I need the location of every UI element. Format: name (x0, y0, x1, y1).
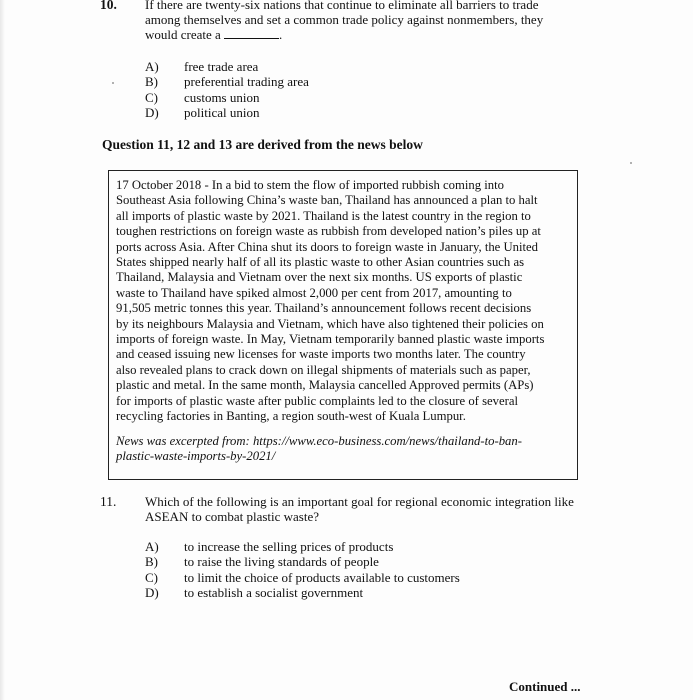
question-line: among themselves and set a common trade policy against nonmembers, they (145, 12, 544, 28)
option-a: A) to increase the selling prices of products (145, 539, 394, 554)
section-heading: Question 11, 12 and 13 are derived from the news below (102, 137, 423, 152)
news-line: for imports of plastic waste after public complaints led to the closure of several (116, 393, 518, 408)
question-line: If there are twenty-six nations that continue to eliminate all barriers to trade (145, 0, 539, 12)
answer-blank (224, 28, 279, 39)
news-line: toughen restrictions on foreign waste as rubbish from developed nation’s piles up at (116, 224, 541, 239)
option-a: A) free trade area (145, 59, 259, 74)
page-shadow-edge (0, 0, 5, 700)
news-line: plastic and metal. In the same month, Malaysia cancelled Approved permits (APs) (116, 378, 534, 393)
option-c: C) customs union (145, 89, 260, 105)
options-list (145, 539, 460, 600)
scan-speck (112, 82, 114, 84)
news-body (116, 178, 571, 425)
option-b: B) preferential trading area (145, 74, 309, 90)
news-line: imports of foreign waste. In May, Vietnam temporarily banned plastic waste imports (116, 332, 545, 347)
question-line-start: would create a (145, 27, 221, 43)
news-line: waste to Thailand have spiked almost 2,000 per cent from 2017, amounting to (116, 285, 512, 300)
news-line: Southeast Asia following China’s waste ban, Thailand has announced a plan to halt (116, 193, 538, 208)
news-source (116, 434, 571, 465)
continued-label: Continued ... (509, 679, 581, 694)
question-text (145, 0, 590, 43)
option-b: B) to raise the living standards of people (145, 554, 379, 570)
news-line: States shipped nearly half of all its plastic waste to other Asian countries such as (116, 255, 525, 270)
news-source-line: plastic-waste-imports-by-2021/ (116, 448, 276, 463)
question-number: 10. (100, 0, 117, 12)
question-number: 11. (100, 494, 117, 509)
question-line: Which of the following is an important goal for regional economic integration like (145, 494, 574, 509)
news-line: ports across Asia. After China shut its doors to foreign waste in January, the United (116, 239, 539, 254)
news-source-line: News was excerpted from: https://www.eco-business.com/news/thailand-to-ban- (116, 433, 522, 448)
option-c: C) to limit the choice of products available to customers (145, 569, 460, 585)
news-line: and ceased issuing new licenses for waste imports two months later. The country (116, 347, 526, 362)
news-line: also revealed plans to crack down on illegal shipments of materials such as paper, (116, 362, 531, 377)
question-text (145, 494, 590, 524)
news-line: by its neighbours Malaysia and Vietnam, which have also tightened their policies on (116, 316, 544, 331)
option-d: D) to establish a socialist government (145, 584, 364, 600)
question-line-end: . (279, 27, 283, 43)
question-line: ASEAN to combat plastic waste? (145, 509, 320, 525)
news-line: 91,505 metric tonnes this year. Thailand’s announcement follows recent decisions (116, 301, 532, 316)
news-line: all imports of plastic waste by 2021. Thailand is the latest country in the region to (116, 208, 531, 223)
news-line: Thailand, Malaysia and Vietnam over the next six months. US exports of plastic (116, 270, 523, 285)
news-line: 17 October 2018 - In a bid to stem the flow of imported rubbish coming into (116, 178, 504, 192)
question-line (145, 27, 590, 42)
scan-speck (630, 162, 632, 164)
news-line: recycling factories in Banting, a region south-west of Kuala Lumpur. (116, 409, 466, 424)
option-d: D) political union (145, 104, 260, 120)
news-excerpt-box (108, 170, 578, 480)
options-list (145, 59, 309, 120)
